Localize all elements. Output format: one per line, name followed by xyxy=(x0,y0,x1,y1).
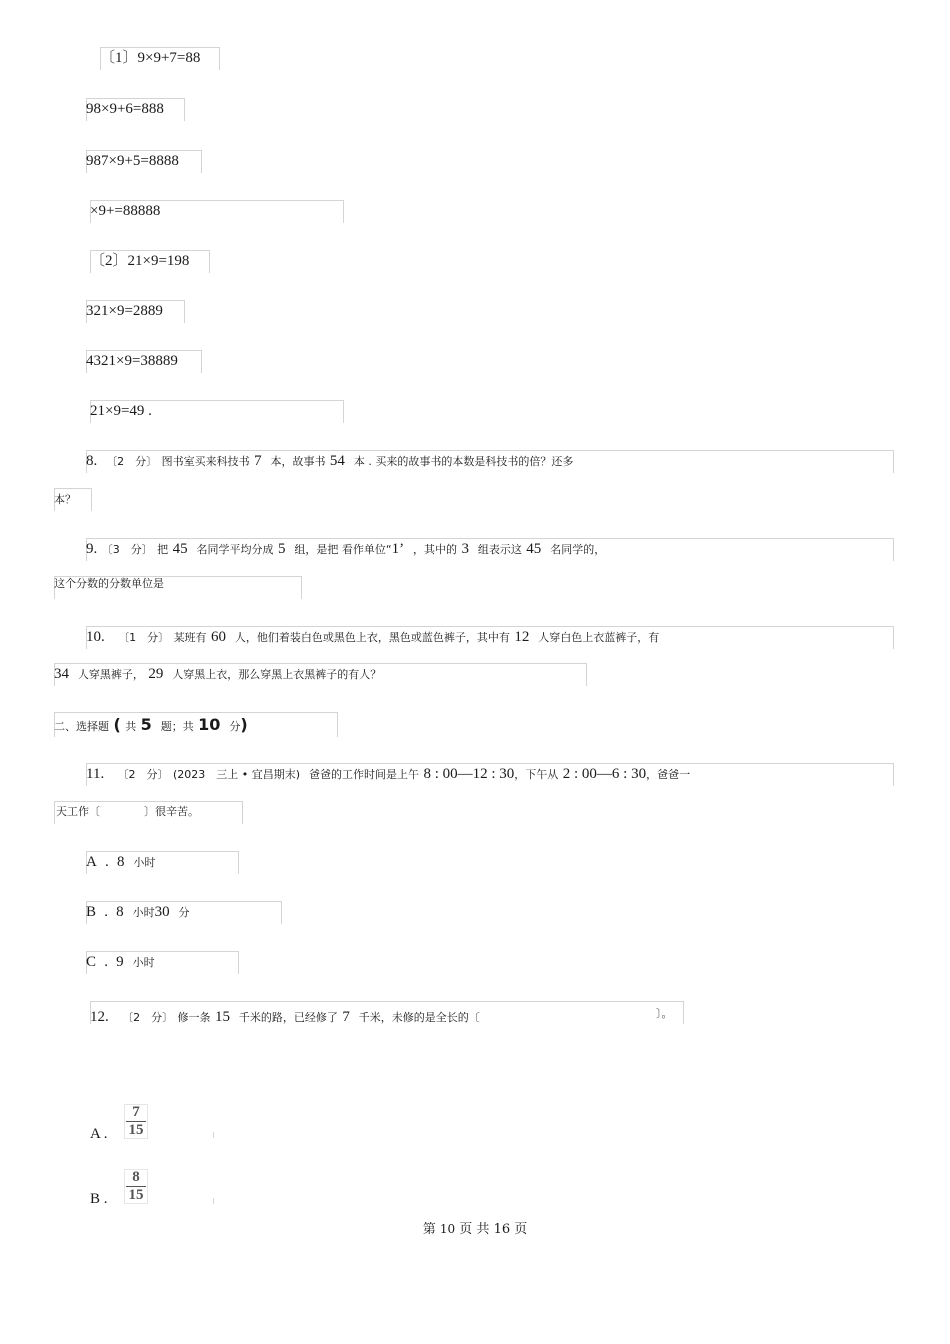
q12-text-2: 千米的路，已经修了 xyxy=(238,1011,338,1024)
q9-text-3: 组，是把 看作单位“ xyxy=(294,543,392,556)
question-11 xyxy=(86,764,690,785)
q9-num-3: 1’ xyxy=(391,541,405,557)
option-a-unit: 小时 xyxy=(133,856,156,869)
option-b-denominator: 15 xyxy=(128,1187,144,1203)
q10-num-2: 12 xyxy=(514,629,530,645)
q8-text-3: 本 . 买来的故事书的本数是科技书的倍？还多 xyxy=(353,455,574,468)
q11-text-2: ，下午从 xyxy=(514,768,559,781)
section2-text-3: 分 xyxy=(229,720,241,733)
section2-prefix: 二、选择题 xyxy=(54,720,109,733)
section2-open: ( xyxy=(113,715,121,734)
q12-num-1: 15 xyxy=(215,1009,231,1025)
q12-option-b-tick xyxy=(213,1198,214,1204)
q12-number: 12. xyxy=(90,1009,109,1025)
section-2-heading xyxy=(54,715,248,737)
pattern-line-5: 〔2〕21×9=198 xyxy=(90,253,190,269)
q11-option-c[interactable]: C . 9 小时 xyxy=(86,954,155,970)
q11-option-b[interactable]: B . 8 小时30 分 xyxy=(86,904,190,920)
q9-line-2: 这个分数的分数单位是 xyxy=(54,577,164,590)
option-a-value: 8 xyxy=(117,854,125,870)
q10-num-4: 29 xyxy=(148,666,164,682)
q9-number: 9. xyxy=(86,541,98,557)
q11-source: (2023 三上 • 宜昌期末) xyxy=(173,768,301,781)
section2-close: ) xyxy=(240,715,248,734)
q12-num-2: 7 xyxy=(342,1009,350,1025)
q9-num-4: 3 xyxy=(461,541,469,557)
q11-text-3: ，爸爸一 xyxy=(646,768,691,781)
pattern-line-7: 4321×9=38889 xyxy=(86,353,178,369)
footer-page-number: 10 xyxy=(439,1222,456,1236)
q10-num-1: 60 xyxy=(211,629,227,645)
q10-score: 〔1 分〕 xyxy=(118,631,170,644)
footer-text-1: 第 xyxy=(422,1222,436,1237)
footer-text-2: 页 共 xyxy=(459,1222,490,1237)
q9-num-1: 45 xyxy=(172,541,188,557)
pattern-line-8: 21×9=49 . xyxy=(90,403,152,419)
q11-option-a[interactable]: A . 8 小时 xyxy=(86,854,156,870)
q11-text-1: 爸爸的工作时间是上午 xyxy=(308,768,419,781)
q8-line-2: 本？ xyxy=(54,493,76,506)
question-10 xyxy=(86,627,659,648)
q10-number: 10. xyxy=(86,629,105,645)
section2-text-2: 题；共 xyxy=(160,720,194,733)
pattern-line-1: 〔1〕9×9+7=88 xyxy=(100,50,201,66)
q11-time-1: 8 : 00—12 : 30 xyxy=(423,766,515,782)
pattern-line-6: 321×9=2889 xyxy=(86,303,163,319)
q12-option-a-label[interactable]: A . xyxy=(90,1126,108,1142)
q10-text-2: 人，他们着装白色或黑色上衣，黑色或蓝色裤子，其中有 xyxy=(234,631,510,644)
q12-text-1: 修一条 xyxy=(177,1011,211,1024)
question-8 xyxy=(86,451,573,472)
section2-count: 5 xyxy=(140,715,152,734)
option-a-numerator: 7 xyxy=(132,1104,140,1120)
q8-number: 8. xyxy=(86,453,98,469)
q12-option-a-fraction[interactable] xyxy=(124,1104,148,1139)
section2-score: 10 xyxy=(198,715,221,734)
option-b-unit-2: 分 xyxy=(178,906,190,919)
question-12 xyxy=(90,1007,480,1028)
option-b-label: B xyxy=(86,904,97,920)
pattern-line-3: 987×9+5=8888 xyxy=(86,153,179,169)
q8-score: 〔2 分〕 xyxy=(106,455,158,468)
footer-total-pages: 16 xyxy=(493,1222,511,1237)
q11-number: 11. xyxy=(86,766,105,782)
pattern-line-4: ×9+=88888 xyxy=(90,203,161,219)
q9-score: 〔3 分〕 xyxy=(101,543,153,556)
option-a-denominator: 15 xyxy=(128,1122,144,1138)
q10-text-3: 人穿白色上衣蓝裤子，有 xyxy=(538,631,660,644)
q12-option-b-fraction[interactable] xyxy=(124,1169,148,1204)
q8-text-1: 图书室买来科技书 xyxy=(161,455,250,468)
q8-num-1: 7 xyxy=(254,453,262,469)
q9-text-2: 名同学平均分成 xyxy=(196,543,274,556)
q12-text-3: 千米，未修的是全长的〔 xyxy=(358,1011,480,1024)
pattern-line-2: 98×9+6=888 xyxy=(86,101,164,117)
q11-line-2: 天工作〔 〕很辛苦。 xyxy=(56,805,199,818)
page-footer xyxy=(0,1218,950,1237)
q12-close-bracket: 〕。 xyxy=(656,1007,673,1020)
q11-time-2: 2 : 00—6 : 30 xyxy=(562,766,647,782)
q8-num-2: 54 xyxy=(329,453,345,469)
option-a-label: A xyxy=(86,854,97,870)
q9-text-1: 把 xyxy=(157,543,169,556)
q9-text-5: 组表示这 xyxy=(477,543,522,556)
option-c-label: C xyxy=(86,954,97,970)
q9-text-6: 名同学的， xyxy=(550,543,606,556)
q10-text-4: 人穿黑裤子， xyxy=(77,668,144,681)
q10-line-2 xyxy=(54,664,381,685)
q9-num-5: 45 xyxy=(526,541,542,557)
q10-num-3: 34 xyxy=(54,666,69,682)
option-b-unit: 小时 xyxy=(132,906,155,919)
q9-text-4: ，其中的 xyxy=(412,543,457,556)
q9-num-2: 5 xyxy=(277,541,286,557)
q10-text-5: 人穿黑上衣，那么穿黑上衣黑裤子的有人？ xyxy=(172,668,382,681)
q8-text-2: 本，故事书 xyxy=(270,455,326,468)
q11-score: 〔2 分〕 xyxy=(117,768,169,781)
option-c-unit: 小时 xyxy=(132,956,155,969)
option-c-value: 9 xyxy=(116,954,124,970)
option-b-numerator: 8 xyxy=(132,1169,140,1185)
q12-option-b-label[interactable]: B . xyxy=(90,1191,108,1207)
question-9 xyxy=(86,539,605,560)
section2-text-1: 共 xyxy=(125,720,137,733)
q10-text-1: 某班有 xyxy=(173,631,207,644)
option-b-extra: 30 xyxy=(154,904,170,920)
footer-text-3: 页 xyxy=(514,1222,528,1237)
option-b-value: 8 xyxy=(116,904,124,920)
q12-score: 〔2 分〕 xyxy=(122,1011,174,1024)
q12-option-a-tick xyxy=(213,1132,214,1138)
